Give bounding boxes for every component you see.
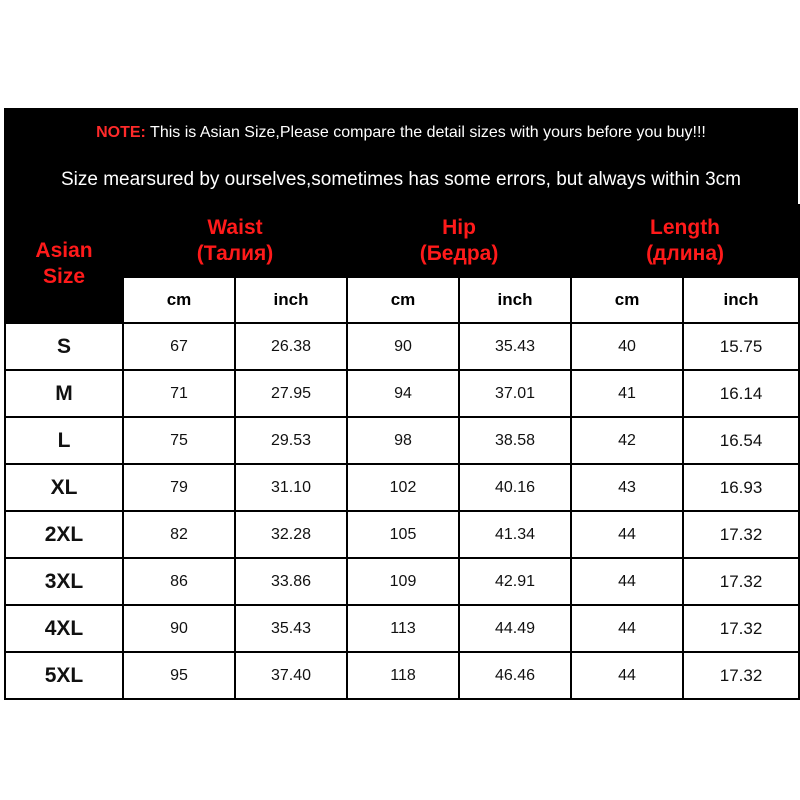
hip-cm-cell: 98 [347, 417, 459, 464]
asian-size-line-1: Asian [35, 239, 93, 262]
waist-inch-cell: 29.53 [235, 417, 347, 464]
size-cell: 2XL [5, 511, 123, 558]
notes-banner [4, 108, 798, 204]
length-inch-cell: 17.32 [683, 652, 799, 699]
length-inch-cell: 17.32 [683, 605, 799, 652]
waist-header [123, 205, 347, 277]
hip-cm-cell: 118 [347, 652, 459, 699]
size-cell: S [5, 323, 123, 370]
hip-cm-cell: 113 [347, 605, 459, 652]
hip-cm-cell: 105 [347, 511, 459, 558]
hip-header [347, 205, 571, 277]
hip-cm-cell: 94 [347, 370, 459, 417]
hip-cm-cell: 109 [347, 558, 459, 605]
size-cell: 3XL [5, 558, 123, 605]
waist-inch-cell: 35.43 [235, 605, 347, 652]
hip-inch-cell: 41.34 [459, 511, 571, 558]
waist-inch-cell: 37.40 [235, 652, 347, 699]
asian-size-header [5, 205, 123, 323]
hip-inch-cell: 37.01 [459, 370, 571, 417]
length-inch-cell: 16.14 [683, 370, 799, 417]
size-cell: L [5, 417, 123, 464]
note-text: This is Asian Size,Please compare the detail sizes with yours before you buy!!! [145, 124, 706, 141]
length-inch-cell: 15.75 [683, 323, 799, 370]
hip-inch-cell: 46.46 [459, 652, 571, 699]
note-line-2: Size mearsured by ourselves,sometimes has some errors, but always within 3cm [60, 169, 742, 190]
hip-inch-cell: 38.58 [459, 417, 571, 464]
table-row [5, 558, 799, 605]
table-row [5, 323, 799, 370]
length-header [571, 205, 799, 277]
waist-cm-cell: 71 [123, 370, 235, 417]
length-inch-cell: 17.32 [683, 558, 799, 605]
length-inch-cell: 16.54 [683, 417, 799, 464]
waist-inch-cell: 31.10 [235, 464, 347, 511]
waist-inch-cell: 26.38 [235, 323, 347, 370]
waist-cm-cell: 67 [123, 323, 235, 370]
table-row [5, 511, 799, 558]
length-cm-cell: 44 [571, 558, 683, 605]
size-cell: XL [5, 464, 123, 511]
hip-header-name: Hip [442, 216, 476, 239]
size-chart [4, 108, 798, 700]
hip-cm-cell: 102 [347, 464, 459, 511]
size-cell: 4XL [5, 605, 123, 652]
waist-inch-cell: 32.28 [235, 511, 347, 558]
length-cm-cell: 44 [571, 652, 683, 699]
table-row [5, 417, 799, 464]
hip-inch-cell: 42.91 [459, 558, 571, 605]
hip-cm-header: cm [347, 277, 459, 323]
length-cm-cell: 40 [571, 323, 683, 370]
waist-header-sub: (Талия) [196, 242, 274, 265]
waist-cm-cell: 95 [123, 652, 235, 699]
hip-inch-cell: 35.43 [459, 323, 571, 370]
size-cell: M [5, 370, 123, 417]
table-row [5, 370, 799, 417]
waist-cm-cell: 82 [123, 511, 235, 558]
length-inch-header: inch [683, 277, 799, 323]
length-header-name: Length [650, 216, 721, 239]
length-cm-cell: 43 [571, 464, 683, 511]
length-header-sub: (длина) [646, 242, 724, 265]
hip-inch-header: inch [459, 277, 571, 323]
asian-size-line-2: Size [42, 265, 86, 288]
waist-cm-cell: 75 [123, 417, 235, 464]
length-cm-cell: 44 [571, 511, 683, 558]
table-row [5, 605, 799, 652]
hip-inch-cell: 40.16 [459, 464, 571, 511]
length-inch-cell: 17.32 [683, 511, 799, 558]
table-row [5, 652, 799, 699]
size-cell: 5XL [5, 652, 123, 699]
waist-inch-cell: 33.86 [235, 558, 347, 605]
hip-inch-cell: 44.49 [459, 605, 571, 652]
waist-inch-header: inch [235, 277, 347, 323]
header-row [5, 205, 799, 277]
waist-header-name: Waist [207, 216, 263, 239]
note-label: NOTE: [96, 124, 146, 141]
length-cm-cell: 42 [571, 417, 683, 464]
size-table [4, 204, 800, 700]
waist-cm-header: cm [123, 277, 235, 323]
length-cm-cell: 44 [571, 605, 683, 652]
waist-cm-cell: 86 [123, 558, 235, 605]
waist-cm-cell: 79 [123, 464, 235, 511]
hip-cm-cell: 90 [347, 323, 459, 370]
note-line-1 [4, 124, 798, 142]
hip-header-sub: (Бедра) [419, 242, 499, 265]
table-row [5, 464, 799, 511]
length-cm-header: cm [571, 277, 683, 323]
length-inch-cell: 16.93 [683, 464, 799, 511]
length-cm-cell: 41 [571, 370, 683, 417]
waist-inch-cell: 27.95 [235, 370, 347, 417]
waist-cm-cell: 90 [123, 605, 235, 652]
unit-row [5, 277, 799, 323]
